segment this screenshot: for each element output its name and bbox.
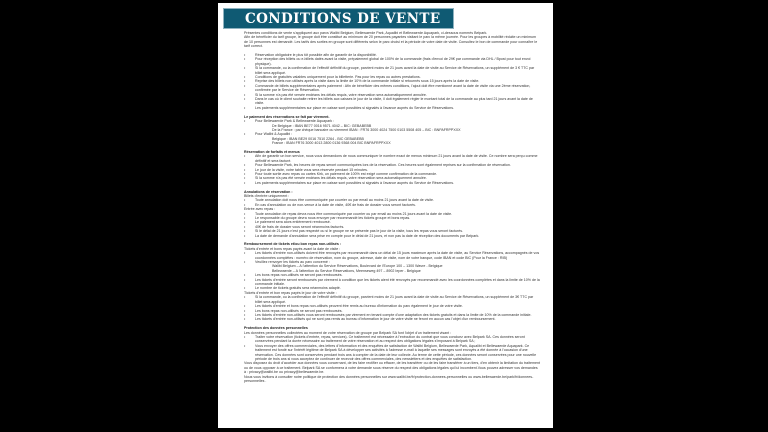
general-conditions-list xyxy=(244,53,540,110)
refund-before-list xyxy=(244,251,540,291)
list-item xyxy=(244,260,540,273)
list-item: • Le jour de la visite, votre table vous sera réservée pendant 15 minutes. xyxy=(244,168,540,172)
section-heading-privacy: Protection des données personnelles xyxy=(244,326,308,331)
list-item: • Si la somme n'a pas été versée endéans les délais requis, votre réservation sera automatiquement annulée. xyxy=(244,176,540,180)
bank-detail: De Belgique : IBAN BE77 0016 9571 4042 – BIC: GEBABEBB xyxy=(272,123,372,128)
list-item: • Les bons repas non-utilisés ne seront pas remboursés. xyxy=(244,309,540,313)
list-item: • Pour toute sortie avec repas ou cartes Kirk, un paiement de 100% est exigé comme confirmation de la commande. xyxy=(244,172,540,176)
list-item: • Commande de billets supplémentaires après paiement : Afin de bénéficier des mêmes conditions, l'ajout doit être mentionné avant la date de visite via une 2ème réservation, confirmée par le Service de Réservation. xyxy=(244,84,540,93)
bank-detail: De la France : par chèque bancaire ou virement IBAN : FR76 3000 4024 7500 0103 5508 405 – BIC : BNPAFRPPXXX xyxy=(272,127,461,132)
cancellation-meals-list xyxy=(244,212,540,238)
payment-list xyxy=(244,119,540,145)
menus-list xyxy=(244,154,540,185)
privacy-rights: Vous disposez du droit d'accéder aux données vous concernant, de les faire rectifier ou effacer, de les transférer ou de les faire transférer à un tiers, d'en obtenir la limitation du traitement ou de vous opposer à ce traitement. Belpark SA se conformera à votre demande sous réserve du respect des obligations légales qui lui incombent.Vous pouvez adresser vos demandes à : privacy@walibi.be ou privacy@bellewaerde.be. xyxy=(244,361,540,375)
bank-detail: France : IBAN FR76 3000 4013 2800 0136 9368 004 BIC BNPAFRPPXXX xyxy=(272,141,391,146)
refund-dayof-list xyxy=(244,295,540,321)
document-page xyxy=(218,3,553,428)
intro-paragraph: Présentes conditions de vente s'appliquent aux parcs Walibi Belgium, Bellewaerde Park, Aqualibi et Bellewaerde Aquapark, ci-dessous nommés Belpark. xyxy=(244,31,488,35)
list-item: • Les tickets d'entrée et bons repas non-utilisés peuvent être remis au bureau d'information du parc également le jour de votre visite. xyxy=(244,304,540,308)
list-item: • Vous envoyer des offres commerciales, des lettres d'information et des enquêtes de satisfaction de Walibi Belgium, Bellewaerde Park, Aqualibi et Bellewaerde Aquapark. Ce traitement est fondé sur l'intérêt légitime de Belpark SA à développer ses activités à l'adresse e-mail à laquelle ses messages sont envoyés a été donnée à l'occasion d'une réservation. Ces données sont conservées pendant trois ans à compter de la date de leur collecte. Au terme de cette période, ces données seront conservées pour une nouvelle période de trois ans si vous acceptez de continuer de recevoir des offres commerciales, des newsletters et des enquêtes de satisfaction. xyxy=(244,344,540,362)
intro-paragraph: Afin de bénéficier du tarif groupe, le groupe doit être constitué au minimum de 20 personnes payantes visitant le parc la même journée. Pour les groupes à mobilité réduite un minimum de 10 personnes est demandé. Les tarifs des sorties en groupe sont différents selon le parc choisi et la période de votre date de visite. Consultez le bon de commande pour connaître le tarif correct. xyxy=(244,35,538,49)
list-item: • En cas d'annulation ou de non-venue à la date de visite, 40€ de frais de dossier vous seront facturés. xyxy=(244,203,540,207)
list-item: • Afin de garantir un bon service, nous vous demandons de nous communiquer le nombre exact de menus minimum 21 jours avant la date de visite. Ce nombre sera perçu comme définitif et sera facturé. xyxy=(244,154,540,163)
list-item: • Les bons repas non-utilisés ne seront pas remboursés. xyxy=(244,273,540,277)
list-item: • Les tickets d'entrée non-utilisés vous seront remboursés par virement en tenant compte d'une adaptation des tickets gratuits et dans la limite de 10% de la commande initiale. xyxy=(244,313,540,317)
subsection-label: Tickets d'entrée et bons repas payés avant la date de visite : xyxy=(244,246,341,251)
section-heading-refunds: Remboursement de tickets et/ou bon repas non-utilisés : xyxy=(244,242,342,247)
list-item: • Les paiements supplémentaires sur place en caisse sont possibles si signalés à l'avance auprès du Service de Réservations. xyxy=(244,106,540,110)
list-item: • Réservation obligatoire le plus tôt possible afin de garantir de la disponibilité. xyxy=(244,53,540,57)
page-title: CONDITIONS DE VENTE xyxy=(245,11,441,27)
list-item: • Si le délai de 21 jours n'est pas respecté ou si le groupe ne se présente pas le jour de la visite, tous les repas vous seront facturés. xyxy=(244,229,540,233)
privacy-intro: Les données personnelles collectées au moment de votre réservation de groupe par Belpark SA font l'objet d'un traitement visant : xyxy=(244,330,452,335)
list-item: • 40€ de frais de dossier vous seront néanmoins facturés. xyxy=(244,225,540,229)
section-heading-cancellations: Annulations de réservation : xyxy=(244,189,293,194)
park-address: Bellewaerde – A l'attention du Service Réservations, Meenseweg 497 – 8902 Ieper - Belgique xyxy=(272,268,421,273)
list-item xyxy=(244,132,540,145)
list-item: • La date de demande d'annulation sera prise en compte pour le délai de 21 jours, et non pas la date de réception des documents par Belpark. xyxy=(244,234,540,238)
payment-group-label: Pour Walibi & Aqualibi : xyxy=(255,132,293,137)
section-heading-menus: Réservation de forfaits et menus xyxy=(244,149,300,154)
document-content xyxy=(244,31,540,383)
bank-detail: Belgique : IBAN BE29 0016 7510 2264 - BIC GEBABEBB xyxy=(272,136,364,141)
list-item: • Si la commande, ou la confirmation de l'effectif définitif du groupe, parvient moins de 21 jours avant la date de visite au Service de Réservations, un supplément de 3 € TTC par billet sera appliqué. xyxy=(244,66,540,75)
list-item: • Les tickets d'entrée non-utilisés qui ne sont pas remis au bureau d'information le jour de votre visite ne feront en aucun cas l'objet d'un remboursement. xyxy=(244,317,540,321)
subsection-label: Tickets d'entrée et bon repas payés le jour de votre visite : xyxy=(244,290,337,295)
list-item: • Reprise des billets non utilisés après la visite dans la limite de 10% de la commande initiale si retournés sous 15 jours après la date de visite. xyxy=(244,79,540,83)
list-item: • Pour réception des billets ou e-billets datés avant la visite, prépaiement global de 100% de la commande (frais d'envoi de 29€ par commande via DHL / Bpost pour tout envoi physique). xyxy=(244,57,540,66)
title-banner xyxy=(223,8,454,29)
list-item: • Les paiements supplémentaires sur place en caisse sont possibles si signalés à l'avance auprès du Service de Réservations. xyxy=(244,181,540,185)
list-item: • Toute annulation doit nous être communiquée par courrier ou par email au moins 21 jours avant la date de visite. xyxy=(244,198,540,202)
return-instruction: Veuillez renvoyer les tickets au parc concerné : xyxy=(255,260,330,265)
cancellation-tickets-list xyxy=(244,198,540,207)
list-item: • Toute annulation de repas devra nous être communiquée par courrier ou par email au moins 21 jours avant la date de visite. xyxy=(244,212,540,216)
list-item: • Pour Bellewaerde Park, les heures de repas seront communiquées lors de la réservation. Ces heures sont également reprises sur la confirmation de réservation. xyxy=(244,163,540,167)
list-item: • Le paiement sera alors entièrement remboursé. xyxy=(244,220,540,224)
list-item: • Le nombre de tickets gratuits sera néanmoins adapté. xyxy=(244,286,540,290)
subsection-label: Billets d'entrée uniquement : xyxy=(244,193,290,198)
list-item: • Traiter votre réservation (tickets d'entrée, repas, services). Ce traitement est nécessaire à l'exécution du contrat que vous concluez avec Belpark SA. Ces données seront conservées pendant la durée nécessaire au traitement de votre réservation et au respect des obligations légales s'imposant à Belpark SA ; xyxy=(244,335,540,344)
list-item: • Les tickets d'entrée seront remboursés par virement à condition que les tickets aient été renvoyés par recommandé avec les coordonnées complètes et dans la limite de 10% de la commande initiale. xyxy=(244,278,540,287)
list-item xyxy=(244,119,540,132)
list-item: • Les tickets d'entrée non-utilisés doivent être renvoyés par recommandé dans un délai de 15 jours maximum après la date de visite, au Service Réservations, accompagnés de vos coordonnées complètes : numéro de réservation, nom du groupe, adresse, date de visite, nom de votre banque, code IBAN et code BIC (Pour la France : RIB) xyxy=(244,251,540,260)
list-item: • Si la commande, ou la confirmation de l'effectif définitif du groupe, parvient moins de 21 jours avant la date de visite au Service de Réservations, un supplément de 3€ TTC par billet sera appliqué. xyxy=(244,295,540,304)
subsection-label: Entrée avec repas : xyxy=(244,207,276,212)
park-address: Walibi Belgium – A l'attention du Service Réservations, Boulevard de l'Europe 100 – 1300 Wavre - Belgique xyxy=(272,264,443,269)
privacy-policy-link-text: Nous vous invitons à consulter notre politique de protection des données personnelles sur www.walibi.be/fr/protection-donnees-personnelles ou www.bellewaerde.be/park/fr/donnees-personnelles . xyxy=(244,374,534,383)
payment-group-label: Pour Bellewaerde Park & Bellewaerde Aquapark : xyxy=(255,119,335,124)
list-item: • Si la somme n'a pas été versée endéans les délais requis, votre réservation sera automatiquement annulée. xyxy=(244,93,540,97)
section-heading-payment: Le paiement des réservations se fait par virement. xyxy=(244,114,330,119)
list-item: • Conditions de gratuités valables uniquement pour la billetterie. Pas pour les repas ou autres prestations. xyxy=(244,75,540,79)
list-item: • Le responsable du groupe devra nous envoyer par recommandé les tickets groupe et bons repas. xyxy=(244,216,540,220)
privacy-list xyxy=(244,335,540,361)
list-item: • Dans le cas où le client souhaite retirer les billets aux caisses le jour de la visite, il doit également régler le montant total de la commande au plus tard 21 jours avant la date de visite. xyxy=(244,97,540,106)
